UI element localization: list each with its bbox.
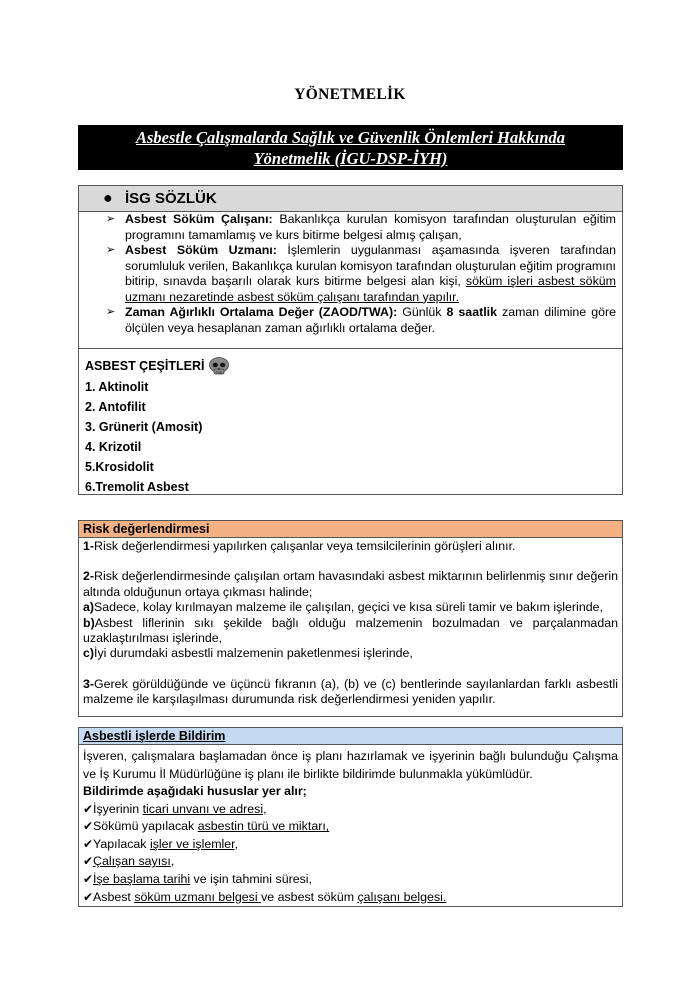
checkmark-icon: ✔ — [83, 871, 94, 886]
risk-clause: a)Sadece, kolay kırılmayan malzeme ile çalışılan, geçici ve kısa süreli tamir ve bakım işlerinde, — [83, 600, 603, 615]
glossary-heading: İSG SÖZLÜK — [125, 190, 217, 207]
risk-paragraph: 1-Risk değerlendirmesi yapılırken çalışanlar veya temsilcilerinin görüşleri alınır. — [83, 539, 516, 553]
risk-assessment-box — [78, 520, 623, 717]
asbestos-type-item: 3. Grünerit (Amosit) — [85, 420, 203, 434]
bullet-icon: ● — [103, 190, 113, 207]
asbestos-type-item: 2. Antofilit — [85, 400, 146, 414]
risk-clause: b)Asbest liflerinin sıkı şekilde bağlı olduğu malzemenin bozulmadan ve parçalanmadan uzaklaştırılması işlerinde, — [83, 615, 618, 646]
banner-line-1: Asbestle Çalışmalarda Sağlık ve Güvenlik Önlemleri Hakkında — [135, 128, 566, 147]
notification-item: ✔İşe başlama tarihi ve işin tahmini süresi, — [83, 871, 618, 889]
notification-intro: İşveren, çalışmalara başlamadan önce iş planı hazırlamak ve işyerinin bağlı bulunduğu Çalışma ve İş Kurumu İl Müdürlüğüne iş planı ile birlikte bildirimde bulunmakla yükümlüdür. — [83, 749, 618, 781]
term-underlined-text: söküm işleri asbest söküm uzmanı nezaretinde asbest söküm çalışanı tarafından yapılır. — [125, 274, 616, 304]
document-banner — [78, 125, 623, 170]
checkmark-icon: ✔ — [83, 819, 94, 834]
glossary-term — [79, 243, 622, 305]
glossary-term — [79, 305, 622, 336]
notification-box — [78, 727, 623, 907]
glossary-terms — [79, 212, 622, 336]
term-text: İşlemlerin uygulanması aşamasında işveren tarafından sorumluluk verilen, Bakanlıkça kurulan komisyon tarafından oluşturulan eğitim programını bitirip, sınavda başarılı olarak kurs bitirme belgesi alan kişi, — [125, 243, 616, 288]
term-name: Asbest Söküm Uzmanı: — [125, 243, 277, 257]
asbestos-type-item: 6.Tremolit Asbest — [85, 480, 189, 494]
glossary-term — [79, 212, 622, 243]
checkmark-icon: ✔ — [83, 889, 94, 904]
arrow-icon: ➢ — [106, 213, 116, 225]
term-name: Zaman Ağırlıklı Ortalama Değer (ZAOD/TWA): — [125, 305, 398, 319]
asbestos-type-item: 4. Krizotil — [85, 440, 142, 454]
banner-line-2: Yönetmelik (İGU-DSP-İYH) — [253, 149, 448, 168]
risk-assessment-header: Risk değerlendirmesi — [79, 521, 622, 538]
checkmark-icon: ✔ — [83, 836, 94, 851]
glossary-box — [78, 185, 623, 495]
term-bold-text: 8 saatlik — [446, 305, 497, 319]
divider — [79, 348, 622, 349]
checkmark-icon: ✔ — [83, 854, 94, 869]
checkmark-icon: ✔ — [83, 801, 94, 816]
term-text: Günlük — [402, 305, 442, 319]
term-name: Asbest Söküm Çalışanı: — [125, 212, 273, 226]
asbestos-type-item: 1. Aktinolit — [85, 380, 149, 394]
term-text: Bakanlıkça kurulan komisyon tarafından oluşturulan eğitim programını tamamlamış ve kurs bitirme belgesi almış çalışan, — [125, 212, 616, 242]
notification-item: ✔Yapılacak işler ve işlemler, — [83, 836, 618, 854]
risk-paragraph: 3-Gerek görüldüğünde ve üçüncü fıkranın (a), (b) ve (c) bentlerinde sayılanlardan farklı asbestli malzeme ile karşılaşılması durumunda risk değerlendirmesi yeniden yapılır. — [83, 676, 618, 707]
arrow-icon: ➢ — [106, 244, 116, 256]
notification-header: Asbestli işlerde Bildirim — [79, 728, 622, 745]
notification-item: ✔İşyerinin ticari unvanı ve adresi, — [83, 801, 618, 819]
risk-clause: c)İyi durumdaki asbestli malzemenin paketlenmesi işlerinde, — [83, 646, 413, 661]
risk-paragraph: 2-Risk değerlendirmesinde çalışılan ortam havasındaki asbest miktarının belirlenmiş sınır değerin altında olduğunun ortaya çıkması halinde; — [83, 569, 618, 599]
risk-assessment-body — [79, 538, 622, 708]
skull-icon — [208, 357, 230, 375]
page-title: YÖNETMELİK — [294, 86, 406, 103]
arrow-icon: ➢ — [106, 306, 116, 318]
notification-lead: Bildirimde aşağıdaki hususlar yer alır; — [83, 784, 307, 798]
asbestos-types-title: ASBEST ÇEŞİTLERİ — [85, 355, 230, 377]
asbestos-type-item: 5.Krosidolit — [85, 460, 154, 474]
notification-body — [79, 745, 622, 906]
notification-item: ✔Asbest söküm uzmanı belgesi ve asbest söküm çalışanı belgesi. — [83, 889, 618, 907]
notification-item: ✔Çalışan sayısı, — [83, 853, 618, 871]
glossary-header — [79, 186, 622, 212]
asbestos-types — [85, 355, 230, 497]
notification-item: ✔Sökümü yapılacak asbestin türü ve miktarı, — [83, 818, 618, 836]
term-text: zaman dilimine göre ölçülen veya hesaplanan zaman ağırlıklı ortalama değer. — [125, 305, 616, 335]
